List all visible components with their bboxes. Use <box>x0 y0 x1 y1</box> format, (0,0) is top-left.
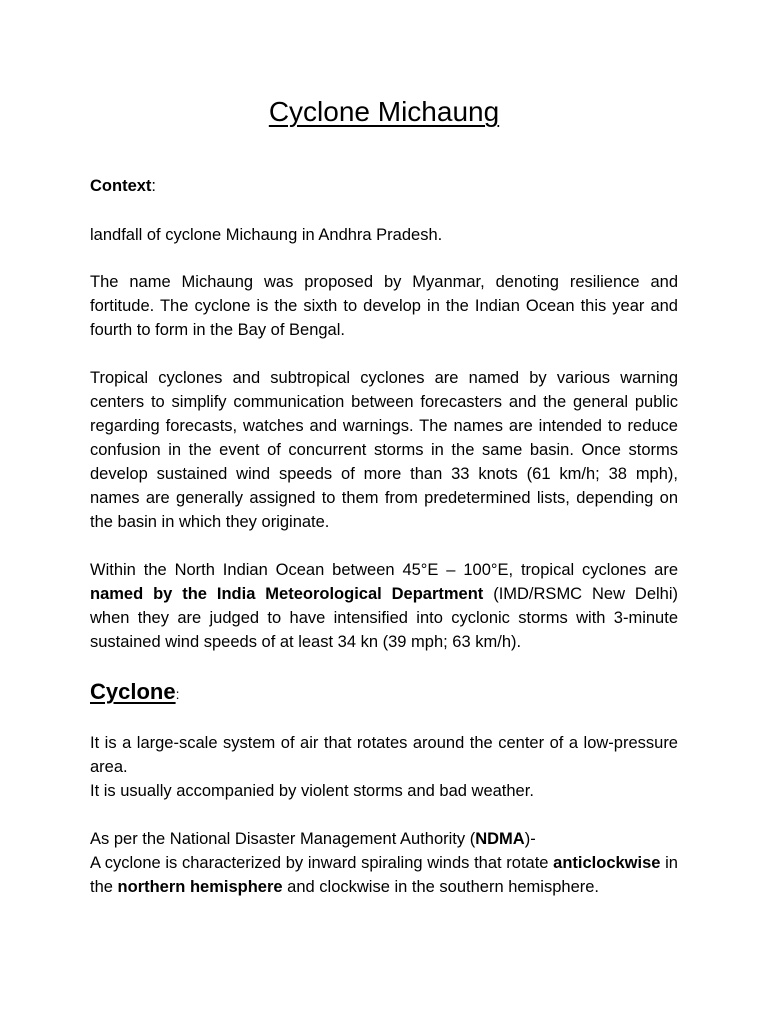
ndma-intro-part2: )- <box>524 830 536 848</box>
context-naming-paragraph: Tropical cyclones and subtropical cyclones are named by various warning centers to simplify communication between forecasters and the general public regarding forecasts, watches and warnings. The names are intended to reduce confusion in the event of concurrent storms in the same basin. Once storms develop sustained wind speeds of more than 33 knots (61 km/h; 38 mph), names are generally assigned to them from predetermined lists, depending on the basin in which they originate. <box>90 369 678 531</box>
imd-text-part2: (IMD/RSMC New Delhi) when they are judged to have intensified into cyclonic storms with 3-minute sustained wind speeds of at least 34 kn (39 mph; 63 km/h). <box>90 585 678 651</box>
cyclone-heading-text: Cyclone <box>90 679 176 704</box>
context-label-colon: : <box>151 177 157 195</box>
imd-text-part1: Within the North Indian Ocean between 45°E – 100°E, tropical cyclones are <box>90 561 678 579</box>
ndma-acronym: NDMA <box>475 830 525 848</box>
ndma-definition <box>90 851 678 899</box>
context-label: Context <box>90 177 152 195</box>
ndma-intro-part1: As per the National Disaster Management Authority ( <box>90 830 476 848</box>
ndma-def-part2: in the <box>90 854 678 896</box>
ndma-intro <box>90 827 678 851</box>
context-label-line <box>90 174 678 198</box>
cyclone-heading <box>90 676 179 710</box>
ndma-def-bold-northern: northern hemisphere <box>117 878 283 896</box>
document-title-text: Cyclone Michaung <box>268 96 500 127</box>
cyclone-definition-line1: It is a large-scale system of air that rotates around the center of a low-pressure area. <box>90 734 678 776</box>
context-name-paragraph: The name Michaung was proposed by Myanmar, denoting resilience and fortitude. The cyclone is the sixth to develop in the Indian Ocean this year and fourth to form in the Bay of Bengal. <box>90 273 678 339</box>
document-title <box>0 92 768 132</box>
cyclone-definition-line2: It is usually accompanied by violent storms and bad weather. <box>90 782 534 800</box>
ndma-def-part1: A cyclone is characterized by inward spiraling winds that rotate <box>90 854 554 872</box>
imd-text-bold: named by the India Meteorological Department <box>90 585 484 603</box>
ndma-def-bold-anticlockwise: anticlockwise <box>553 854 661 872</box>
cyclone-heading-colon: : <box>175 686 180 702</box>
ndma-def-part3: and clockwise in the southern hemisphere. <box>282 878 600 896</box>
context-imd-paragraph <box>90 558 678 654</box>
context-landfall: landfall of cyclone Michaung in Andhra Pradesh. <box>90 226 443 244</box>
